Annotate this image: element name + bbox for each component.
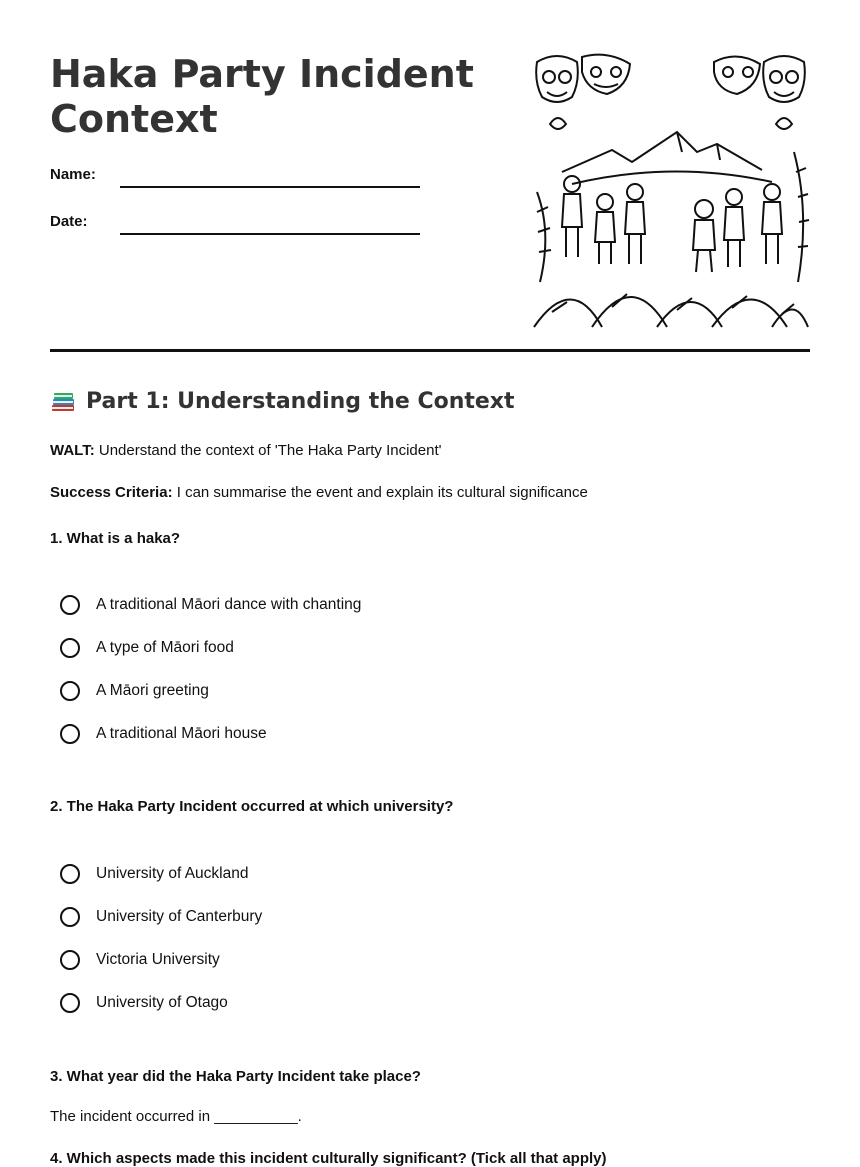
question-1: 1. What is a haka? xyxy=(50,530,181,547)
option-label: A traditional Māori house xyxy=(96,725,267,742)
question-4: 4. Which aspects made this incident culturally significant? (Tick all that apply) xyxy=(50,1150,607,1167)
success-criteria-line xyxy=(50,484,588,501)
date-label: Date: xyxy=(50,213,88,230)
q1-option-3[interactable] xyxy=(60,681,209,701)
criteria-text: I can summarise the event and explain its cultural significance xyxy=(172,484,588,501)
header-divider xyxy=(50,349,810,352)
option-label: A type of Māori food xyxy=(96,639,234,656)
q2-option-2[interactable] xyxy=(60,907,262,927)
radio-button[interactable] xyxy=(60,681,80,701)
option-label: University of Otago xyxy=(96,994,228,1011)
q1-option-2[interactable] xyxy=(60,638,234,658)
question-3: 3. What year did the Haka Party Incident take place? xyxy=(50,1068,421,1085)
radio-button[interactable] xyxy=(60,907,80,927)
books-icon xyxy=(50,388,76,414)
page-title: Haka Party Incident Context xyxy=(50,52,474,141)
q2-option-1[interactable] xyxy=(60,864,249,884)
q1-option-4[interactable] xyxy=(60,724,267,744)
radio-button[interactable] xyxy=(60,724,80,744)
name-field[interactable] xyxy=(120,186,420,188)
option-label: University of Canterbury xyxy=(96,908,263,925)
radio-button[interactable] xyxy=(60,993,80,1013)
radio-button[interactable] xyxy=(60,864,80,884)
criteria-label: Success Criteria: xyxy=(50,484,173,501)
walt-label: WALT: xyxy=(50,442,95,459)
option-label: A traditional Māori dance with chanting xyxy=(96,596,362,613)
option-label: University of Auckland xyxy=(96,865,249,882)
option-label: A Māori greeting xyxy=(96,682,209,699)
q1-option-1[interactable] xyxy=(60,595,361,615)
date-field[interactable] xyxy=(120,233,420,235)
section-title: Part 1: Understanding the Context xyxy=(86,388,515,414)
q3-answer-line[interactable]: The incident occurred in __________. xyxy=(50,1108,302,1125)
q2-option-3[interactable] xyxy=(60,950,220,970)
radio-button[interactable] xyxy=(60,950,80,970)
section-heading xyxy=(50,388,515,414)
q2-option-4[interactable] xyxy=(60,993,228,1013)
option-label: Victoria University xyxy=(96,951,220,968)
name-label: Name: xyxy=(50,166,96,183)
question-2: 2. The Haka Party Incident occurred at which university? xyxy=(50,798,454,815)
walt-text: Understand the context of 'The Haka Party Incident' xyxy=(94,442,442,459)
walt-line xyxy=(50,442,441,459)
maori-haka-illustration xyxy=(532,52,810,330)
radio-button[interactable] xyxy=(60,595,80,615)
radio-button[interactable] xyxy=(60,638,80,658)
